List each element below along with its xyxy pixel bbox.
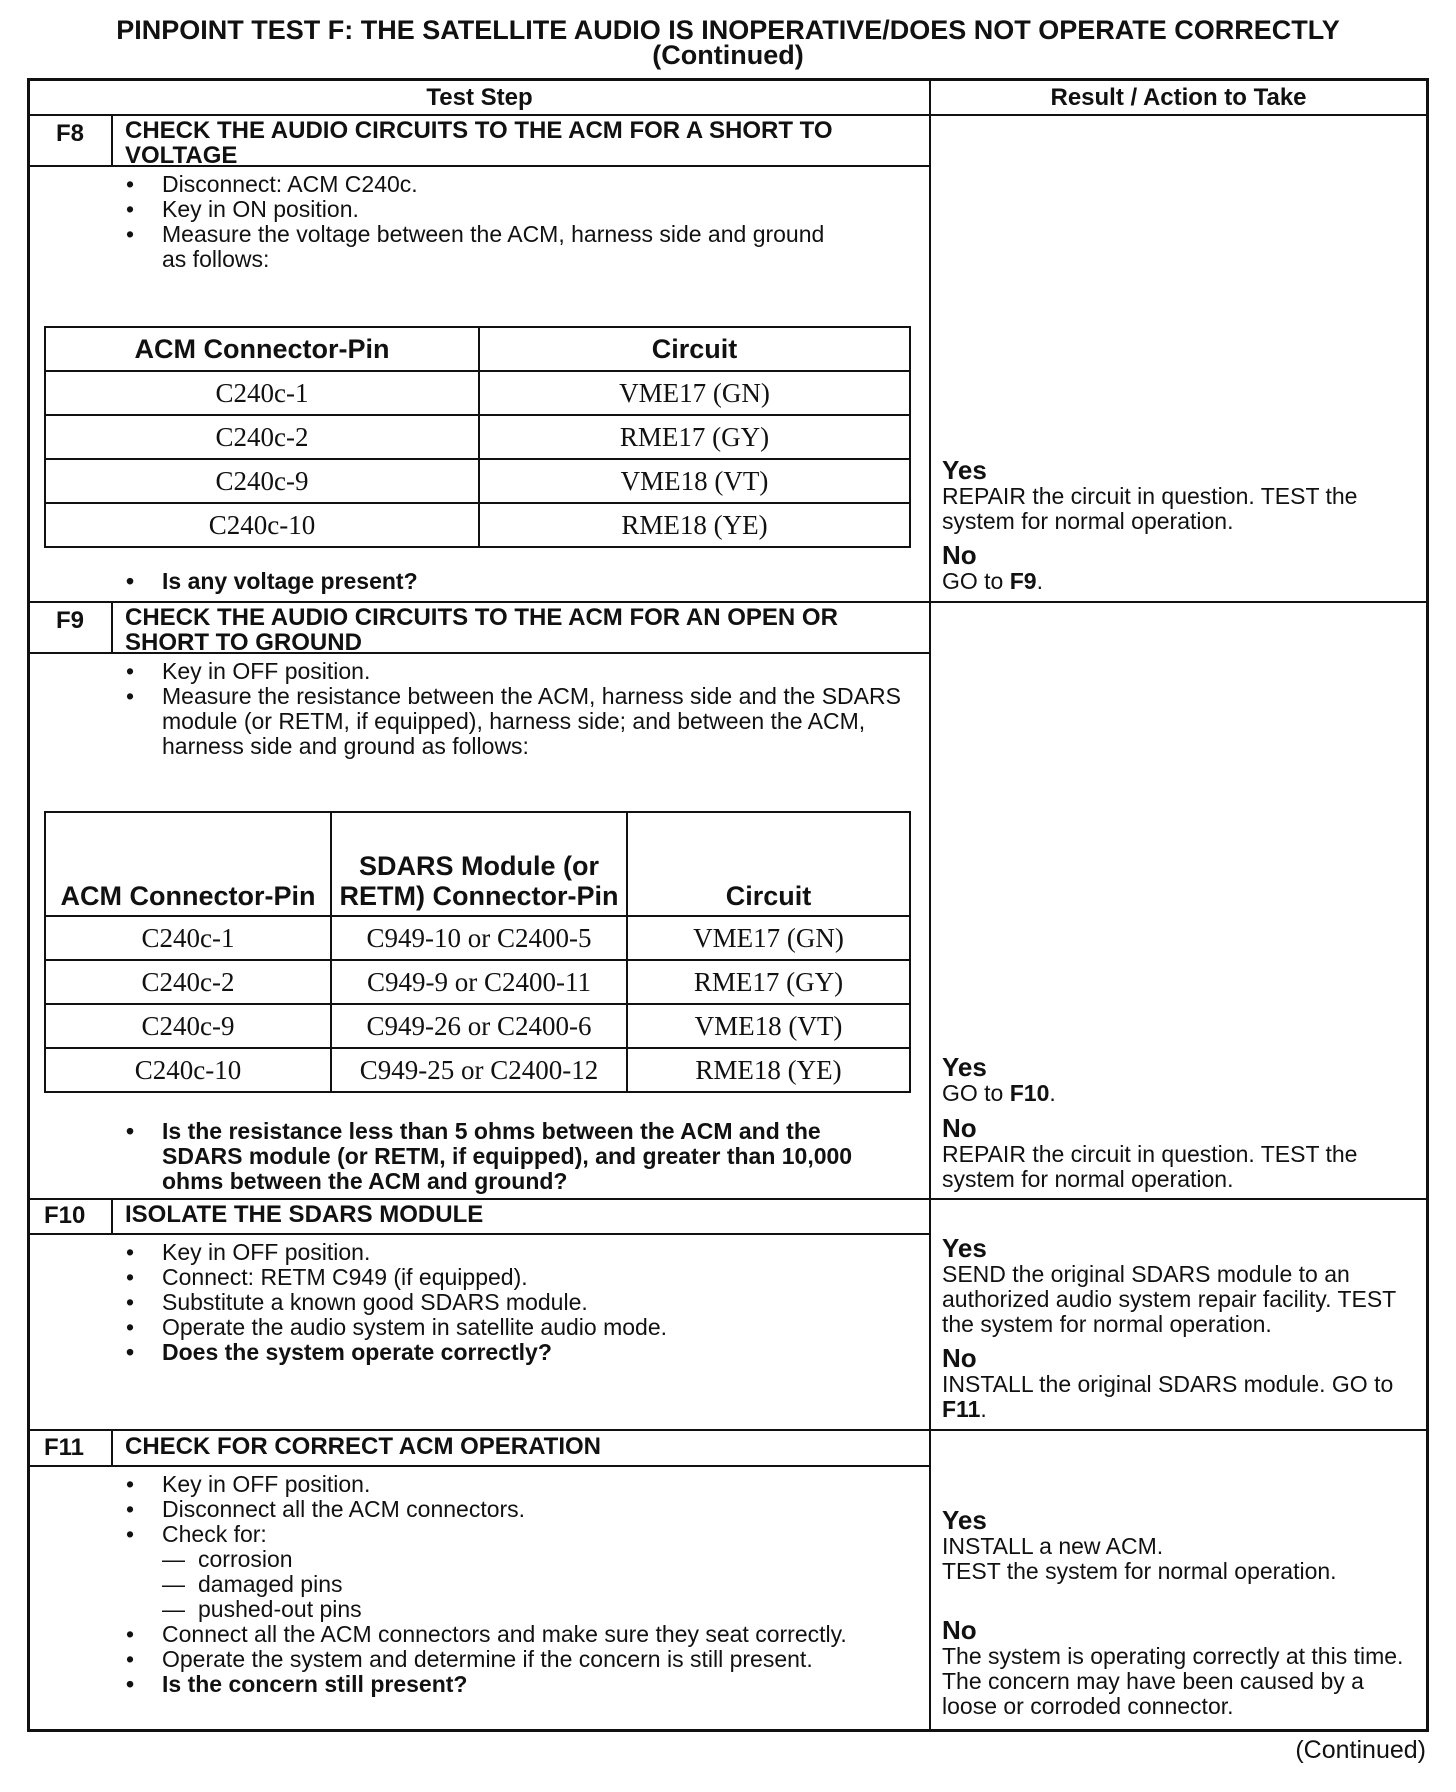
yes-label: Yes xyxy=(942,455,987,485)
instruction: • Key in OFF position. xyxy=(126,1472,906,1497)
step-number: F11 xyxy=(44,1434,85,1461)
yes-action: REPAIR the circuit in question. TEST the system for normal operation. xyxy=(942,483,1358,534)
result-no xyxy=(942,1616,1420,1719)
circuit-cell: VME18 (VT) xyxy=(479,459,910,503)
instruction: • Disconnect: ACM C240c. xyxy=(126,172,826,197)
circuit-cell: VME17 (GN) xyxy=(627,916,910,960)
goto-step-link[interactable]: F10 xyxy=(1009,1080,1050,1106)
header-test-step: Test Step xyxy=(426,84,533,111)
step-title: CHECK THE AUDIO CIRCUITS TO THE ACM FOR A SHORT TO VOLTAGE xyxy=(125,117,833,169)
column-header: ACM Connector-Pin xyxy=(45,812,331,916)
module-pin-cell: C949-10 or C2400-5 xyxy=(331,916,627,960)
instruction: • Disconnect all the ACM connectors. xyxy=(126,1497,906,1522)
module-pin-cell: C949-25 or C2400-12 xyxy=(331,1048,627,1092)
step-number: F9 xyxy=(56,607,85,634)
yes-action: SEND the original SDARS module to an authorized audio system repair facility. TEST the system for normal operation. xyxy=(942,1261,1396,1337)
step-number: F8 xyxy=(56,120,85,147)
circuit-cell: RME17 (GY) xyxy=(479,415,910,459)
instruction: • Key in OFF position. xyxy=(126,1240,906,1265)
instruction: • Substitute a known good SDARS module. xyxy=(126,1290,906,1315)
yes-action: INSTALL a new ACM. xyxy=(942,1533,1164,1559)
step-number-divider xyxy=(111,601,113,653)
circuit-cell: RME18 (YE) xyxy=(627,1048,910,1092)
circuit-cell: RME18 (YE) xyxy=(479,503,910,547)
continued-footer: (Continued) xyxy=(1295,1736,1426,1764)
no-action: GO to F9. xyxy=(942,568,1043,594)
page-title: PINPOINT TEST F: THE SATELLITE AUDIO IS INOPERATIVE/DOES NOT OPERATE CORRECTLY xyxy=(116,15,1340,45)
instruction: • Measure the voltage between the ACM, harness side and ground as follows: xyxy=(126,222,826,272)
column-header: Circuit xyxy=(479,327,910,371)
no-label: No xyxy=(942,1615,977,1645)
yes-action-test: TEST the system for normal operation. xyxy=(942,1558,1337,1584)
yes-label: Yes xyxy=(942,1505,987,1535)
no-label: No xyxy=(942,1113,977,1143)
step-divider xyxy=(30,601,1426,603)
instruction: • Connect: RETM C949 (if equipped). xyxy=(126,1265,906,1290)
step-question xyxy=(126,1119,906,1194)
pin-cell: C240c-10 xyxy=(45,503,479,547)
step-number: F10 xyxy=(44,1202,86,1229)
sdars-pin-table xyxy=(44,811,911,1093)
yes-label: Yes xyxy=(942,1233,987,1263)
result-no xyxy=(942,541,1420,594)
check-item: — corrosion xyxy=(162,1546,293,1572)
result-no xyxy=(942,1344,1420,1422)
instruction: • Operate the audio system in satellite audio mode. xyxy=(126,1315,906,1340)
goto-step-link[interactable]: F9 xyxy=(1009,568,1037,594)
step-title-divider xyxy=(30,1465,929,1467)
step-divider xyxy=(30,1429,1426,1431)
result-yes xyxy=(942,456,1420,534)
no-label: No xyxy=(942,1343,977,1373)
pin-cell: C240c-9 xyxy=(45,459,479,503)
step-instructions-continued xyxy=(126,1622,906,1697)
yes-action: GO to F10. xyxy=(942,1080,1056,1106)
result-yes xyxy=(942,1234,1420,1337)
pin-cell: C240c-2 xyxy=(45,960,331,1004)
check-item: — damaged pins xyxy=(162,1571,343,1597)
no-action: REPAIR the circuit in question. TEST the system for normal operation. xyxy=(942,1141,1358,1192)
column-header: SDARS Module (or RETM) Connector-Pin xyxy=(331,812,627,916)
result-yes xyxy=(942,1053,1420,1106)
column-divider xyxy=(929,81,931,1729)
instruction: • Key in ON position. xyxy=(126,197,826,222)
result-yes xyxy=(942,1506,1420,1584)
module-pin-cell: C949-26 or C2400-6 xyxy=(331,1004,627,1048)
question: • Is the concern still present? xyxy=(126,1672,906,1697)
pin-cell: C240c-1 xyxy=(45,916,331,960)
check-list xyxy=(162,1547,902,1622)
pin-cell: C240c-10 xyxy=(45,1048,331,1092)
yes-label: Yes xyxy=(942,1052,987,1082)
pin-cell: C240c-2 xyxy=(45,415,479,459)
circuit-cell: VME17 (GN) xyxy=(479,371,910,415)
pinpoint-test-table xyxy=(27,78,1429,1732)
acm-pin-table xyxy=(44,326,911,548)
no-action: INSTALL the original SDARS module. GO to F11. xyxy=(942,1371,1394,1422)
step-instructions xyxy=(126,659,906,759)
pin-cell: C240c-1 xyxy=(45,371,479,415)
step-number-divider xyxy=(111,1198,113,1234)
step-divider xyxy=(30,1198,1426,1200)
column-header: Circuit xyxy=(627,812,910,916)
step-instructions xyxy=(126,172,826,272)
module-pin-cell: C949-9 or C2400-11 xyxy=(331,960,627,1004)
question: • Is any voltage present? xyxy=(126,569,906,594)
step-title-divider xyxy=(30,1233,929,1235)
circuit-cell: RME17 (GY) xyxy=(627,960,910,1004)
step-number-divider xyxy=(111,1429,113,1466)
step-number-divider xyxy=(111,114,113,166)
no-label: No xyxy=(942,540,977,570)
step-instructions xyxy=(126,1240,906,1365)
circuit-cell: VME18 (VT) xyxy=(627,1004,910,1048)
step-title: ISOLATE THE SDARS MODULE xyxy=(125,1201,484,1228)
instruction: • Check for: xyxy=(126,1522,906,1547)
no-action: The system is operating correctly at this time. The concern may have been caused by a loose or corroded connector. xyxy=(942,1643,1404,1719)
column-header: ACM Connector-Pin xyxy=(45,327,479,371)
instruction: • Measure the resistance between the ACM, harness side and the SDARS module (or RETM, if equipped), harness side; and between the ACM, harness side and ground as follows: xyxy=(126,684,906,759)
header-divider xyxy=(30,114,1426,116)
instruction: • Key in OFF position. xyxy=(126,659,906,684)
header-result: Result / Action to Take xyxy=(1050,84,1307,111)
check-item: — pushed-out pins xyxy=(162,1596,362,1622)
goto-step-link[interactable]: F11 xyxy=(942,1396,981,1422)
step-instructions xyxy=(126,1472,906,1547)
instruction: • Connect all the ACM connectors and make sure they seat correctly. xyxy=(126,1622,906,1647)
page-title-continued: (Continued) xyxy=(652,40,804,70)
step-question xyxy=(126,569,906,594)
result-no xyxy=(942,1114,1420,1192)
instruction: • Operate the system and determine if the concern is still present. xyxy=(126,1647,906,1672)
question: • Does the system operate correctly? xyxy=(126,1340,906,1365)
step-title: CHECK THE AUDIO CIRCUITS TO THE ACM FOR AN OPEN OR SHORT TO GROUND xyxy=(125,604,838,656)
pin-cell: C240c-9 xyxy=(45,1004,331,1048)
step-title: CHECK FOR CORRECT ACM OPERATION xyxy=(125,1433,601,1460)
question: • Is the resistance less than 5 ohms between the ACM and the SDARS module (or RETM, if equipped), and greater than 10,000 ohms between the ACM and ground? xyxy=(126,1119,906,1194)
